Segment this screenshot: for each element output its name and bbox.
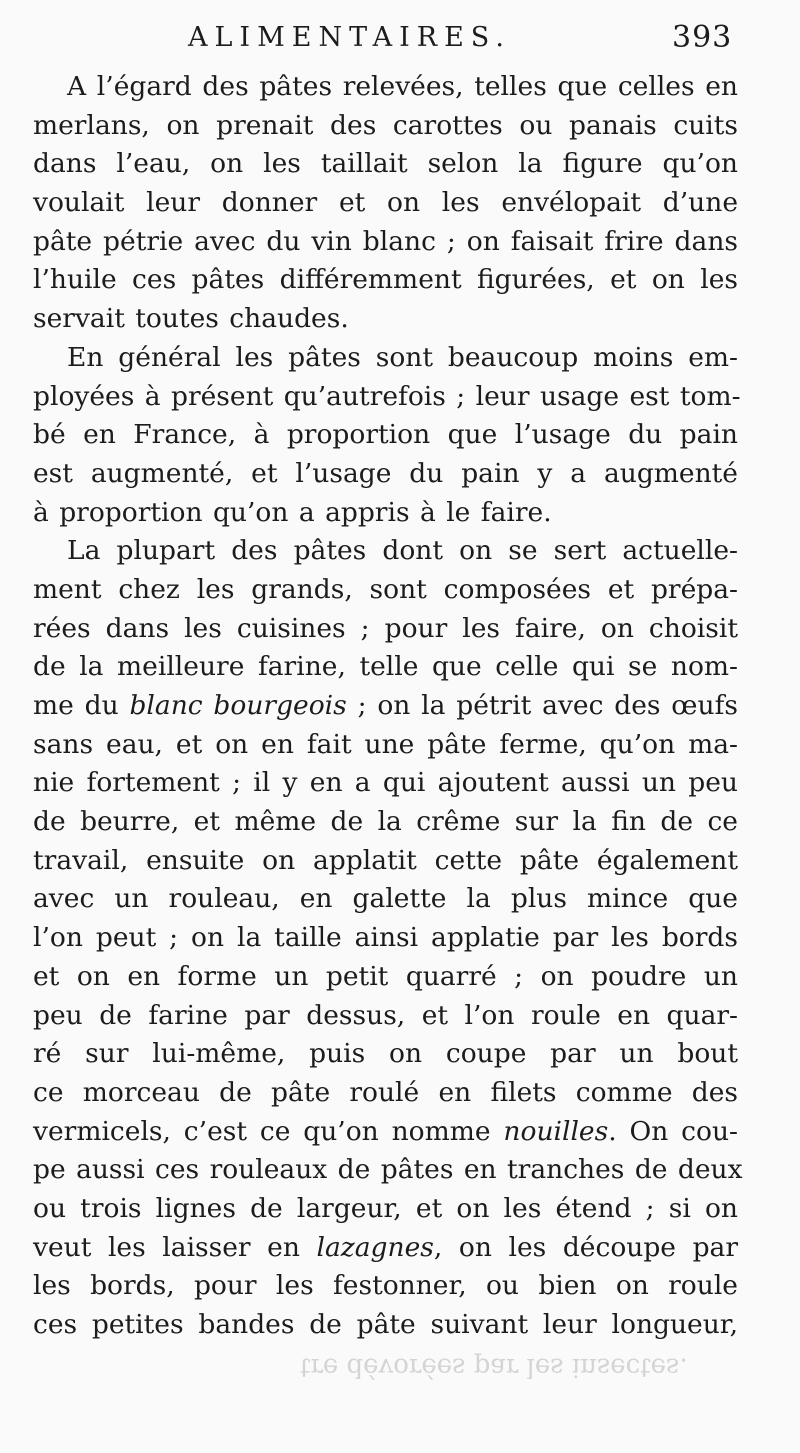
body-text <box>33 68 743 1345</box>
text-line: En général les pâtes sont beaucoup moins em- <box>67 341 738 373</box>
text-line: ou trois lignes de largeur, et on les étend ; si on <box>33 1192 738 1224</box>
text-line: pâte pétrie avec du vin blanc ; on faisait frire dans <box>33 225 738 257</box>
text-line: dans l’eau, on les taillait selon la figure qu’on <box>33 148 738 180</box>
text-line: et on en forme un petit quarré ; on poudre un <box>33 960 738 992</box>
text-line <box>33 1229 738 1268</box>
text-line: ployées à présent qu’autrefois ; leur usage est tom- <box>33 380 741 412</box>
page-number: 393 <box>672 20 733 55</box>
text-run: vermicels, c’est ce qu’on nomme <box>33 1115 504 1147</box>
text-line: ré sur lui-même, puis on coupe par un bout <box>33 1038 738 1070</box>
text-line: ces petites bandes de pâte suivant leur longueur, <box>33 1309 738 1340</box>
text-line: sans eau, et on en fait une pâte ferme, qu’on ma- <box>33 728 738 760</box>
text-line: de la meilleure farine, telle que celle qui se nom- <box>33 651 738 683</box>
text-line: rées dans les cuisines ; pour les faire, on choisit <box>33 612 738 644</box>
text-line: La plupart des pâtes dont on se sert actuelle- <box>67 535 738 567</box>
text-line: merlans, on prenait des carottes ou panais cuits <box>33 109 738 141</box>
text-line: voulait leur donner et on les envélopait d’une <box>33 187 738 219</box>
text-line: pe aussi ces rouleaux de pâtes en tranches de deux <box>33 1154 743 1186</box>
text-line: bé en France, à proportion que l’usage du pain <box>33 419 738 451</box>
text-run: , on les découpe par <box>433 1231 738 1263</box>
text-line: peu de farine par dessus, et l’on roule en quar- <box>33 999 738 1031</box>
text-line: A l’égard des pâtes relevées, telles que celles en <box>67 71 738 102</box>
text-line: de beurre, et même de la crême sur la fin de ce <box>33 806 738 838</box>
text-run: me du <box>33 690 130 721</box>
text-line: ce morceau de pâte roulé en filets comme des <box>33 1076 738 1108</box>
text-line: avec un rouleau, en galette la plus mince que <box>33 883 738 915</box>
text-line: l’on peut ; on la taille ainsi applatie par les bords <box>33 922 738 954</box>
show-through-text: tre dévorées par les insectes. <box>300 1352 688 1382</box>
text-line: ment chez les grands, sont composées et prépa- <box>33 573 738 605</box>
text-run: ; on la pétrit avec des œufs <box>346 690 738 721</box>
text-line: à proportion qu’on a appris à le faire. <box>33 496 552 528</box>
text-run: . On cou- <box>608 1115 738 1147</box>
text-line: nie fortement ; il y en a qui ajoutent aussi un peu <box>33 767 738 799</box>
text-line: l’huile ces pâtes différemment figurées, et on les <box>33 264 738 296</box>
italic-term: blanc bourgeois <box>129 690 347 721</box>
text-line: travail, ensuite on applatit cette pâte également <box>33 844 738 876</box>
running-head: ALIMENTAIRES. <box>188 22 511 53</box>
text-run: veut les laisser en <box>33 1231 317 1263</box>
text-line: les bords, pour les festonner, ou bien on roule <box>33 1270 738 1302</box>
text-line <box>33 687 738 726</box>
italic-term: lazagnes <box>316 1231 434 1263</box>
italic-term: nouilles <box>503 1115 609 1147</box>
text-line <box>33 1113 738 1152</box>
text-line: est augmenté, et l’usage du pain y a augmenté <box>33 457 738 489</box>
text-line: servait toutes chaudes. <box>33 303 349 335</box>
